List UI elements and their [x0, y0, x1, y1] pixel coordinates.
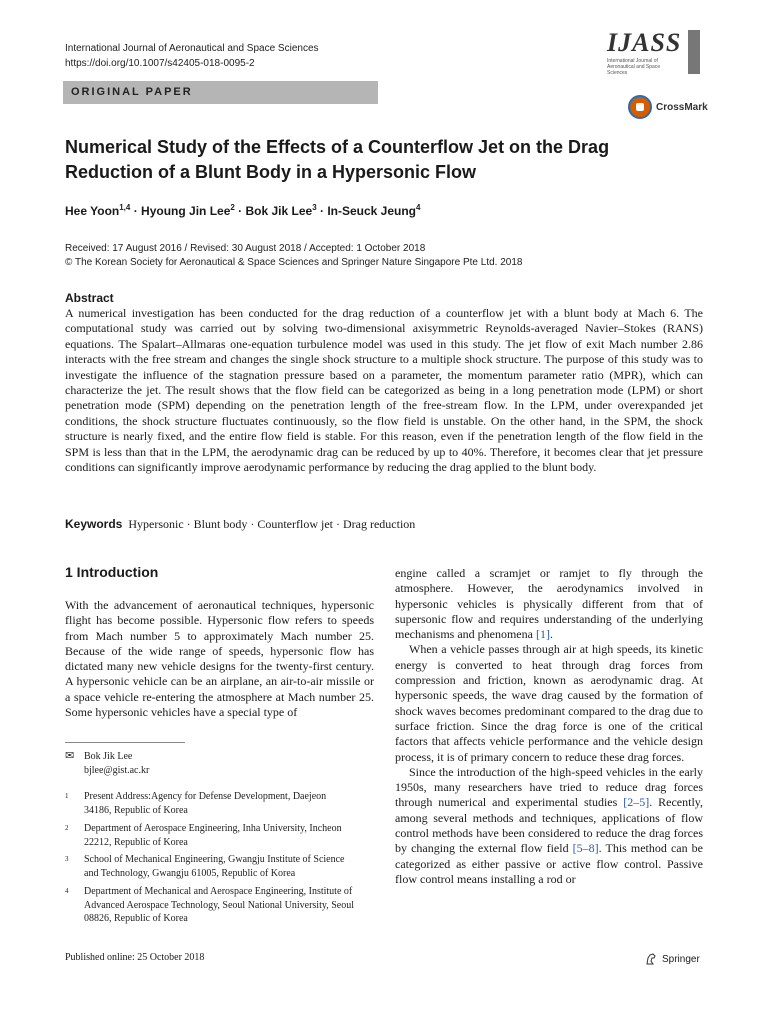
affiliation-3: 3 School of Mechanical Engineering, Gwangju Institute of Science and Technology, Gwangju 61005, Republic of Korea [65, 854, 345, 879]
copyright-line: © The Korean Society for Aeronautical & Space Sciences and Springer Nature Singapore Pte Ltd. 2018 [65, 257, 523, 268]
corresponding-email[interactable]: bjlee@gist.ac.kr [84, 764, 150, 776]
affiliation-4: 4 Department of Mechanical and Aerospace Engineering, Institute of Advanced Aerospace Technology, Seoul National University, Seoul 08826, Republic of Korea [65, 886, 354, 924]
author-name[interactable]: Hee Yoon$^{1,4}$ [65, 203, 131, 218]
author-affiliation-marker: 2 [230, 203, 235, 212]
logo-text: IJASS [607, 28, 682, 57]
corresponding-author: Bok Jik Lee [84, 751, 133, 762]
springer-horse-icon [644, 952, 658, 966]
citation-link[interactable]: [5–8] [572, 841, 599, 856]
logo-side-bar [688, 30, 700, 74]
publisher-logo [644, 952, 700, 966]
intro-paragraph-1: engine called a scramjet or ramjet to fly through the atmosphere. However, the aerodynamics involved in hypersonic vehicles is physically different from that of supersonic flow and requires understanding of the underlying mechanisms and phenomena [1]. [395, 566, 703, 642]
abstract-heading: Abstract [65, 291, 114, 305]
intro-left-column [65, 598, 374, 720]
journal-header [65, 41, 319, 71]
intro-right-column [395, 566, 703, 887]
author-separator: · [316, 204, 328, 218]
footnote-rule [65, 742, 185, 743]
author-separator: · [234, 204, 246, 218]
citation-link[interactable]: [1] [535, 627, 550, 642]
author-name[interactable]: Hyoung Jin Lee$^2$ [141, 203, 235, 218]
keywords-label: Keywords [65, 517, 123, 531]
affiliation-2: 2 Department of Aerospace Engineering, Inha University, Incheon 22212, Republic of Korea [65, 823, 342, 848]
envelope-icon: ✉ [65, 750, 75, 762]
crossmark-badge[interactable] [628, 94, 708, 120]
author-name[interactable]: In-Seuck Jeung$^4$ [327, 203, 421, 218]
published-date: Published online: 25 October 2018 [65, 952, 205, 963]
doi-link[interactable]: https://doi.org/10.1007/s42405-018-0095-2 [65, 58, 255, 69]
intro-paragraph: With the advancement of aeronautical techniques, hypersonic flight has become possible. Hypersonic flow refers to speeds from Mach number 5 to approximately Mach number 25. Because of the wide range of speeds, hypersonic flow has dictated many new vehicle designs for the twenty-first century. A hypersonic vehicle can be an airplane, an air-to-air missile or a space vehicle re-entering the atmosphere at Mach number 25. Some hypersonic vehicles have a special type of [65, 598, 374, 720]
abstract-text: A numerical investigation has been conducted for the drag reduction of a counterflow jet with a blunt body at Mach 6. The computational study was carried out by solving two-dimensional axisymmetric Reynolds-averaged Navier–Stokes (RANS) equations. The Spalart–Allmaras one-equation turbulence model was used in this study. The jet flow of exit Mach number 2.86 interacts with the free stream and changes the single shock structure to a multiple shock structure. The purpose of this study was to investigate the influence of the stagnation pressure based on a parameter, the momentum parameter ratio (MPR), which can characterize the jet. The result shows that the flow field can be categorized as being in a long penetration mode (LPM) or short penetration mode (SPM) depending on the penetration length of the free-stream flow. In the LPM, under overexpanded jet conditions, the shock structure fluctuates continuously, so the flow field is unstable. On the other hand, in the SPM, the shock structure is nearly fixed, and the entire flow field is stable. For this reason, even if the penetration length of the flow field in the SPM is less than that in the LPM, the aerodynamic drag can be reduced by up to 40%. Therefore, it becomes clear that jet pressure conditions can significantly improve aerodynamic performance by reducing the drag applied to the blunt body. [65, 306, 703, 475]
correspondence-block [65, 750, 355, 777]
keywords-line [65, 517, 415, 532]
citation-link[interactable]: [2–5] [623, 795, 650, 810]
history-dates: Received: 17 August 2016 / Revised: 30 August 2018 / Accepted: 1 October 2018 [65, 243, 426, 254]
article-dates [65, 242, 522, 270]
crossmark-icon [628, 95, 652, 119]
affiliation-1: 1 Present Address:Agency for Defense Development, Daejeon 34186, Republic of Korea [65, 791, 327, 816]
author-affiliation-marker: 4 [416, 203, 421, 212]
intro-paragraph-2: When a vehicle passes through air at high speeds, its kinetic energy is converted to heat through drag forces from compression and friction, known as aerodynamic drag. At hypersonic speeds, the wave drag caused by the formation of shock waves becomes predominant compared to the drag due to surface friction. Since the drag force is one of the critical factors that affects vehicle performance and the vehicle design process, it is of primary concern to reduce these drag forces. [395, 642, 703, 764]
publisher-name: Springer [662, 953, 700, 965]
keywords-text: Hypersonic · Blunt body · Counterflow jet · Drag reduction [128, 517, 416, 531]
paper-title: Numerical Study of the Effects of a Counterflow Jet on the Drag Reduction of a Blunt Body in a Hypersonic Flow [65, 137, 610, 182]
author-affiliation-marker: 1,4 [119, 203, 131, 212]
section-heading-introduction: 1 Introduction [65, 564, 159, 580]
author-affiliation-marker: 3 [312, 203, 317, 212]
crossmark-label: CrossMark [656, 101, 708, 113]
author-separator: · [130, 204, 142, 218]
author-name[interactable]: Bok Jik Lee$^3$ [245, 203, 317, 218]
journal-logo [607, 28, 682, 76]
author-list [65, 203, 420, 218]
section-label-bar [63, 81, 378, 104]
section-label: ORIGINAL PAPER [71, 86, 193, 98]
logo-subtitle: International Journal of Aeronautical and Space Sciences [607, 58, 661, 76]
intro-paragraph-3: Since the introduction of the high-speed vehicles in the early 1950s, many researchers have tried to reduce drag forces through numerical and experimental studies [2–5]. Recently, among several methods and techniques, applications of flow control methods have been considered to reduce the drag forces by changing the external flow field [5–8]. This method can be categorized as either passive or active flow control. Passive flow control means installing a rod or [395, 764, 703, 886]
journal-name: International Journal of Aeronautical and Space Sciences [65, 43, 319, 54]
